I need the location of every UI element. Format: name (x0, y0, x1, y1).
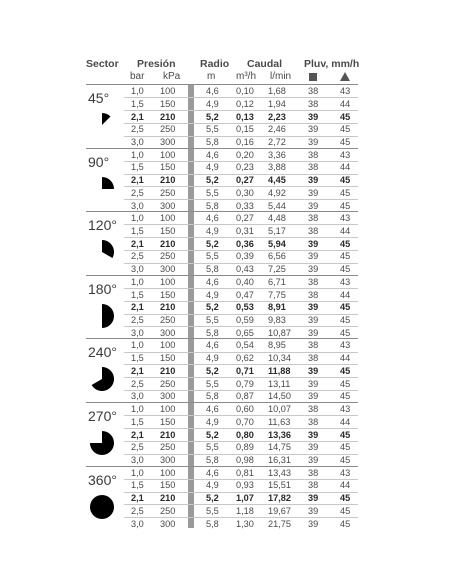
cell-kpa: 100 (160, 340, 176, 351)
cell-bar: 1,0 (131, 86, 144, 96)
cell-kpa: 150 (160, 416, 176, 427)
subheader-m: m (207, 71, 216, 82)
cell-tri: 43 (340, 340, 351, 351)
sector-cell (86, 338, 124, 402)
cell-lmin: 3,36 (268, 149, 286, 160)
cell-tri: 45 (340, 455, 351, 465)
cell-kpa: 250 (160, 124, 176, 135)
cell-bar: 1,5 (131, 162, 144, 173)
cell-bar: 3,0 (131, 455, 144, 465)
cell-sq: 38 (308, 480, 319, 491)
sector-cell (86, 466, 124, 530)
cell-sq: 38 (308, 86, 319, 96)
sector-pie-icon (90, 495, 114, 519)
sector-pie-icon (90, 304, 114, 328)
cell-bar: 2,5 (131, 315, 144, 326)
sector-pie-icon (90, 367, 114, 391)
sector-pie-icon (90, 113, 114, 137)
cell-lmin: 7,25 (268, 264, 286, 275)
cell-m3h: 0,27 (236, 213, 254, 224)
sector-shape (102, 304, 114, 328)
cell-kpa: 210 (160, 429, 176, 440)
header-caudal: Caudal (247, 58, 283, 70)
table-bottom (86, 529, 358, 530)
cell-sq: 39 (308, 378, 319, 389)
cell-sq: 39 (308, 391, 319, 402)
cell-tri: 44 (340, 480, 351, 491)
cell-m3h: 0,30 (236, 187, 254, 198)
cell-tri: 45 (340, 429, 351, 440)
cell-tri: 43 (340, 404, 351, 414)
cell-kpa: 250 (160, 378, 176, 389)
cell-bar: 1,0 (131, 340, 144, 351)
cell-kpa: 210 (160, 175, 176, 186)
cell-tri: 45 (340, 264, 351, 275)
sector-pie-icon (90, 431, 114, 455)
cell-sq: 38 (308, 162, 319, 173)
cell-m3h: 0,62 (236, 353, 254, 364)
cell-sq: 38 (308, 149, 319, 160)
cell-kpa: 100 (160, 213, 176, 224)
cell-sq: 38 (308, 467, 319, 478)
cell-m3h: 0,70 (236, 416, 254, 427)
cell-tri: 43 (340, 86, 351, 96)
cell-sq: 39 (308, 505, 319, 516)
cell-lmin: 11,88 (268, 365, 291, 376)
cell-tri: 45 (340, 124, 351, 135)
cell-kpa: 250 (160, 315, 176, 326)
subheader-m3h: m³/h (236, 71, 256, 82)
cell-kpa: 150 (160, 289, 176, 300)
cell-radio: 4,6 (206, 276, 219, 287)
cell-tri: 45 (340, 315, 351, 326)
cell-lmin: 2,46 (268, 124, 286, 135)
cell-tri: 45 (340, 442, 351, 453)
cell-sq: 39 (308, 200, 319, 211)
cell-radio: 5,2 (206, 429, 219, 440)
square-icon (309, 73, 317, 81)
sector-shape (102, 113, 110, 125)
sector-label: 45° (88, 90, 110, 106)
cell-bar: 2,1 (131, 175, 144, 186)
cell-lmin: 14,50 (268, 391, 291, 402)
cell-lmin: 4,92 (268, 187, 286, 198)
cell-lmin: 6,71 (268, 276, 286, 287)
cell-radio: 4,9 (206, 225, 219, 236)
subheader-bar: bar (130, 71, 145, 82)
cell-lmin: 13,11 (268, 378, 291, 389)
cell-kpa: 300 (160, 137, 176, 147)
cell-lmin: 3,88 (268, 162, 286, 173)
cell-kpa: 300 (160, 200, 176, 211)
cell-kpa: 100 (160, 467, 176, 478)
header-presion: Presión (137, 58, 176, 70)
cell-kpa: 210 (160, 238, 176, 249)
header-sector: Sector (86, 58, 119, 70)
cell-m3h: 0,60 (236, 404, 254, 414)
cell-kpa: 300 (160, 455, 176, 465)
cell-kpa: 150 (160, 98, 176, 109)
cell-m3h: 0,47 (236, 289, 254, 300)
cell-sq: 39 (308, 238, 319, 249)
cell-radio: 5,2 (206, 493, 219, 504)
cell-kpa: 100 (160, 404, 176, 414)
cell-m3h: 0,39 (236, 251, 254, 262)
cell-radio: 4,9 (206, 98, 219, 109)
cell-tri: 45 (340, 327, 351, 338)
cell-m3h: 0,71 (236, 365, 254, 376)
cell-m3h: 0,87 (236, 391, 254, 402)
cell-m3h: 1,30 (236, 518, 254, 529)
cell-m3h: 0,79 (236, 378, 254, 389)
cell-m3h: 0,53 (236, 302, 254, 313)
cell-m3h: 1,07 (236, 493, 254, 504)
cell-lmin: 11,63 (268, 416, 291, 427)
cell-lmin: 2,72 (268, 137, 286, 147)
sector-label: 180° (88, 280, 117, 297)
cell-tri: 45 (340, 251, 351, 262)
cell-radio: 5,2 (206, 238, 219, 249)
cell-sq: 38 (308, 225, 319, 236)
cell-sq: 38 (308, 213, 319, 224)
cell-kpa: 100 (160, 149, 176, 160)
cell-lmin: 16,31 (268, 455, 291, 465)
cell-lmin: 6,56 (268, 251, 286, 262)
cell-radio: 5,5 (206, 315, 219, 326)
cell-m3h: 0,80 (236, 429, 254, 440)
cell-kpa: 210 (160, 111, 176, 122)
sector-pie-icon (90, 177, 114, 201)
cell-bar: 1,0 (131, 276, 144, 287)
cell-lmin: 1,94 (268, 98, 286, 109)
cell-m3h: 0,43 (236, 264, 254, 275)
cell-kpa: 210 (160, 493, 176, 504)
cell-tri: 45 (340, 505, 351, 516)
cell-kpa: 300 (160, 518, 176, 529)
cell-bar: 1,0 (131, 149, 144, 160)
cell-tri: 45 (340, 391, 351, 402)
cell-radio: 5,5 (206, 124, 219, 135)
cell-bar: 3,0 (131, 200, 144, 211)
cell-tri: 45 (340, 175, 351, 186)
sector-cell (86, 275, 124, 339)
cell-tri: 44 (340, 98, 351, 109)
cell-lmin: 19,67 (268, 505, 291, 516)
cell-radio: 4,9 (206, 416, 219, 427)
cell-bar: 2,5 (131, 505, 144, 516)
cell-sq: 39 (308, 455, 319, 465)
cell-tri: 45 (340, 365, 351, 376)
sector-label: 270° (88, 408, 117, 424)
cell-lmin: 4,45 (268, 175, 286, 186)
cell-tri: 45 (340, 238, 351, 249)
cell-radio: 5,8 (206, 327, 219, 338)
cell-kpa: 210 (160, 302, 176, 313)
cell-radio: 5,8 (206, 200, 219, 211)
cell-tri: 45 (340, 518, 351, 529)
cell-tri: 44 (340, 416, 351, 427)
cell-kpa: 250 (160, 505, 176, 516)
cell-tri: 43 (340, 467, 351, 478)
cell-kpa: 300 (160, 391, 176, 402)
cell-bar: 1,5 (131, 289, 144, 300)
sector-shape (102, 177, 114, 189)
sector-label: 360° (88, 471, 117, 488)
cell-radio: 5,8 (206, 518, 219, 529)
cell-bar: 2,1 (131, 365, 144, 376)
cell-radio: 5,8 (206, 264, 219, 275)
cell-bar: 3,0 (131, 327, 144, 338)
cell-m3h: 0,13 (236, 111, 254, 122)
cell-bar: 1,5 (131, 353, 144, 364)
cell-tri: 44 (340, 225, 351, 236)
cell-sq: 39 (308, 124, 319, 135)
cell-bar: 1,5 (131, 98, 144, 109)
cell-bar: 2,1 (131, 493, 144, 504)
sector-cell (86, 211, 124, 275)
cell-kpa: 100 (160, 86, 176, 96)
cell-m3h: 0,40 (236, 276, 254, 287)
cell-radio: 4,6 (206, 467, 219, 478)
cell-radio: 4,9 (206, 353, 219, 364)
cell-m3h: 0,27 (236, 175, 254, 186)
cell-m3h: 0,16 (236, 137, 254, 147)
cell-lmin: 5,17 (268, 225, 286, 236)
sector-shape (90, 495, 114, 519)
sector-label: 90° (88, 153, 110, 170)
cell-tri: 45 (340, 200, 351, 211)
cell-bar: 3,0 (131, 264, 144, 275)
cell-m3h: 0,15 (236, 124, 254, 135)
sector-pie-icon (90, 240, 114, 264)
cell-m3h: 0,23 (236, 162, 254, 173)
cell-kpa: 250 (160, 187, 176, 198)
cell-lmin: 5,44 (268, 200, 286, 211)
cell-kpa: 250 (160, 251, 176, 262)
cell-lmin: 8,91 (268, 302, 286, 313)
cell-lmin: 2,23 (268, 111, 286, 122)
cell-lmin: 7,75 (268, 289, 286, 300)
cell-sq: 39 (308, 429, 319, 440)
cell-bar: 1,0 (131, 213, 144, 224)
cell-bar: 1,5 (131, 416, 144, 427)
cell-radio: 4,9 (206, 480, 219, 491)
cell-m3h: 0,10 (236, 86, 254, 96)
cell-sq: 39 (308, 302, 319, 313)
cell-tri: 44 (340, 289, 351, 300)
cell-tri: 44 (340, 353, 351, 364)
cell-m3h: 0,31 (236, 225, 254, 236)
cell-tri: 43 (340, 276, 351, 287)
cell-sq: 39 (308, 315, 319, 326)
cell-sq: 38 (308, 416, 319, 427)
cell-kpa: 150 (160, 353, 176, 364)
cell-radio: 4,6 (206, 213, 219, 224)
cell-bar: 3,0 (131, 391, 144, 402)
cell-lmin: 5,94 (268, 238, 286, 249)
cell-radio: 5,2 (206, 365, 219, 376)
cell-bar: 2,5 (131, 124, 144, 135)
cell-sq: 39 (308, 111, 319, 122)
cell-radio: 5,5 (206, 378, 219, 389)
header-radio: Radio (200, 58, 230, 70)
cell-radio: 5,2 (206, 302, 219, 313)
cell-lmin: 9,83 (268, 315, 286, 326)
cell-bar: 1,5 (131, 480, 144, 491)
cell-kpa: 250 (160, 442, 176, 453)
cell-lmin: 10,07 (268, 404, 291, 414)
cell-radio: 5,2 (206, 111, 219, 122)
cell-radio: 5,8 (206, 391, 219, 402)
cell-sq: 39 (308, 187, 319, 198)
cell-lmin: 13,43 (268, 467, 291, 478)
cell-sq: 38 (308, 289, 319, 300)
cell-radio: 5,5 (206, 505, 219, 516)
cell-kpa: 150 (160, 225, 176, 236)
cell-m3h: 0,36 (236, 238, 254, 249)
cell-radio: 4,6 (206, 149, 219, 160)
cell-sq: 39 (308, 327, 319, 338)
cell-sq: 39 (308, 137, 319, 147)
cell-m3h: 0,93 (236, 480, 254, 491)
cell-radio: 5,5 (206, 442, 219, 453)
cell-lmin: 15,51 (268, 480, 291, 491)
cell-sq: 38 (308, 98, 319, 109)
cell-lmin: 10,34 (268, 353, 291, 364)
triangle-icon (340, 72, 350, 81)
cell-kpa: 300 (160, 264, 176, 275)
cell-kpa: 100 (160, 276, 176, 287)
cell-sq: 39 (308, 518, 319, 529)
cell-tri: 45 (340, 378, 351, 389)
cell-tri: 43 (340, 213, 351, 224)
cell-kpa: 210 (160, 365, 176, 376)
cell-radio: 5,2 (206, 175, 219, 186)
cell-m3h: 0,59 (236, 315, 254, 326)
cell-sq: 38 (308, 276, 319, 287)
cell-kpa: 150 (160, 162, 176, 173)
header-pluv: Pluv, mm/h (304, 58, 360, 70)
cell-lmin: 10,87 (268, 327, 291, 338)
cell-kpa: 150 (160, 480, 176, 491)
cell-radio: 4,9 (206, 289, 219, 300)
cell-m3h: 0,89 (236, 442, 254, 453)
sector-label: 120° (88, 217, 117, 234)
cell-radio: 5,5 (206, 251, 219, 262)
cell-bar: 2,5 (131, 251, 144, 262)
cell-sq: 38 (308, 340, 319, 351)
cell-m3h: 0,20 (236, 149, 254, 160)
cell-bar: 1,5 (131, 225, 144, 236)
cell-bar: 2,1 (131, 238, 144, 249)
subheader-lmin: l/min (270, 71, 292, 82)
cell-bar: 1,0 (131, 404, 144, 414)
cell-m3h: 0,33 (236, 200, 254, 211)
cell-bar: 3,0 (131, 518, 144, 529)
cell-tri: 45 (340, 137, 351, 147)
cell-radio: 5,8 (206, 137, 219, 147)
cell-bar: 1,0 (131, 467, 144, 478)
cell-bar: 2,1 (131, 302, 144, 313)
cell-sq: 38 (308, 404, 319, 414)
subheader-kpa: kPa (163, 71, 181, 82)
cell-sq: 39 (308, 175, 319, 186)
sector-cell (86, 84, 124, 148)
cell-sq: 39 (308, 493, 319, 504)
cell-tri: 43 (340, 149, 351, 160)
cell-tri: 45 (340, 111, 351, 122)
cell-radio: 4,6 (206, 404, 219, 414)
cell-bar: 2,5 (131, 378, 144, 389)
cell-tri: 45 (340, 302, 351, 313)
cell-bar: 2,1 (131, 111, 144, 122)
cell-tri: 45 (340, 493, 351, 504)
cell-tri: 45 (340, 187, 351, 198)
cell-radio: 4,6 (206, 86, 219, 96)
gray-column-divider (188, 84, 194, 528)
cell-sq: 39 (308, 442, 319, 453)
cell-sq: 39 (308, 251, 319, 262)
sector-cell (86, 402, 124, 466)
cell-m3h: 0,54 (236, 340, 254, 351)
cell-m3h: 0,98 (236, 455, 254, 465)
cell-bar: 2,1 (131, 429, 144, 440)
cell-lmin: 14,75 (268, 442, 291, 453)
cell-sq: 38 (308, 353, 319, 364)
sector-shape (90, 431, 114, 455)
cell-lmin: 17,82 (268, 493, 291, 504)
cell-m3h: 0,81 (236, 467, 254, 478)
cell-lmin: 4,48 (268, 213, 286, 224)
cell-m3h: 0,12 (236, 98, 254, 109)
cell-m3h: 0,65 (236, 327, 254, 338)
cell-sq: 39 (308, 365, 319, 376)
sector-shape (92, 367, 114, 391)
cell-radio: 5,8 (206, 455, 219, 465)
sector-cell (86, 148, 124, 212)
sector-shape (102, 240, 114, 258)
cell-bar: 3,0 (131, 137, 144, 147)
cell-lmin: 8,95 (268, 340, 286, 351)
cell-kpa: 300 (160, 327, 176, 338)
cell-radio: 5,5 (206, 187, 219, 198)
cell-m3h: 1,18 (236, 505, 254, 516)
cell-radio: 4,9 (206, 162, 219, 173)
cell-sq: 39 (308, 264, 319, 275)
cell-lmin: 1,68 (268, 86, 286, 96)
cell-lmin: 13,36 (268, 429, 291, 440)
sector-label: 240° (88, 344, 117, 361)
cell-radio: 4,6 (206, 340, 219, 351)
cell-lmin: 21,75 (268, 518, 291, 529)
cell-bar: 2,5 (131, 187, 144, 198)
cell-tri: 44 (340, 162, 351, 173)
cell-bar: 2,5 (131, 442, 144, 453)
